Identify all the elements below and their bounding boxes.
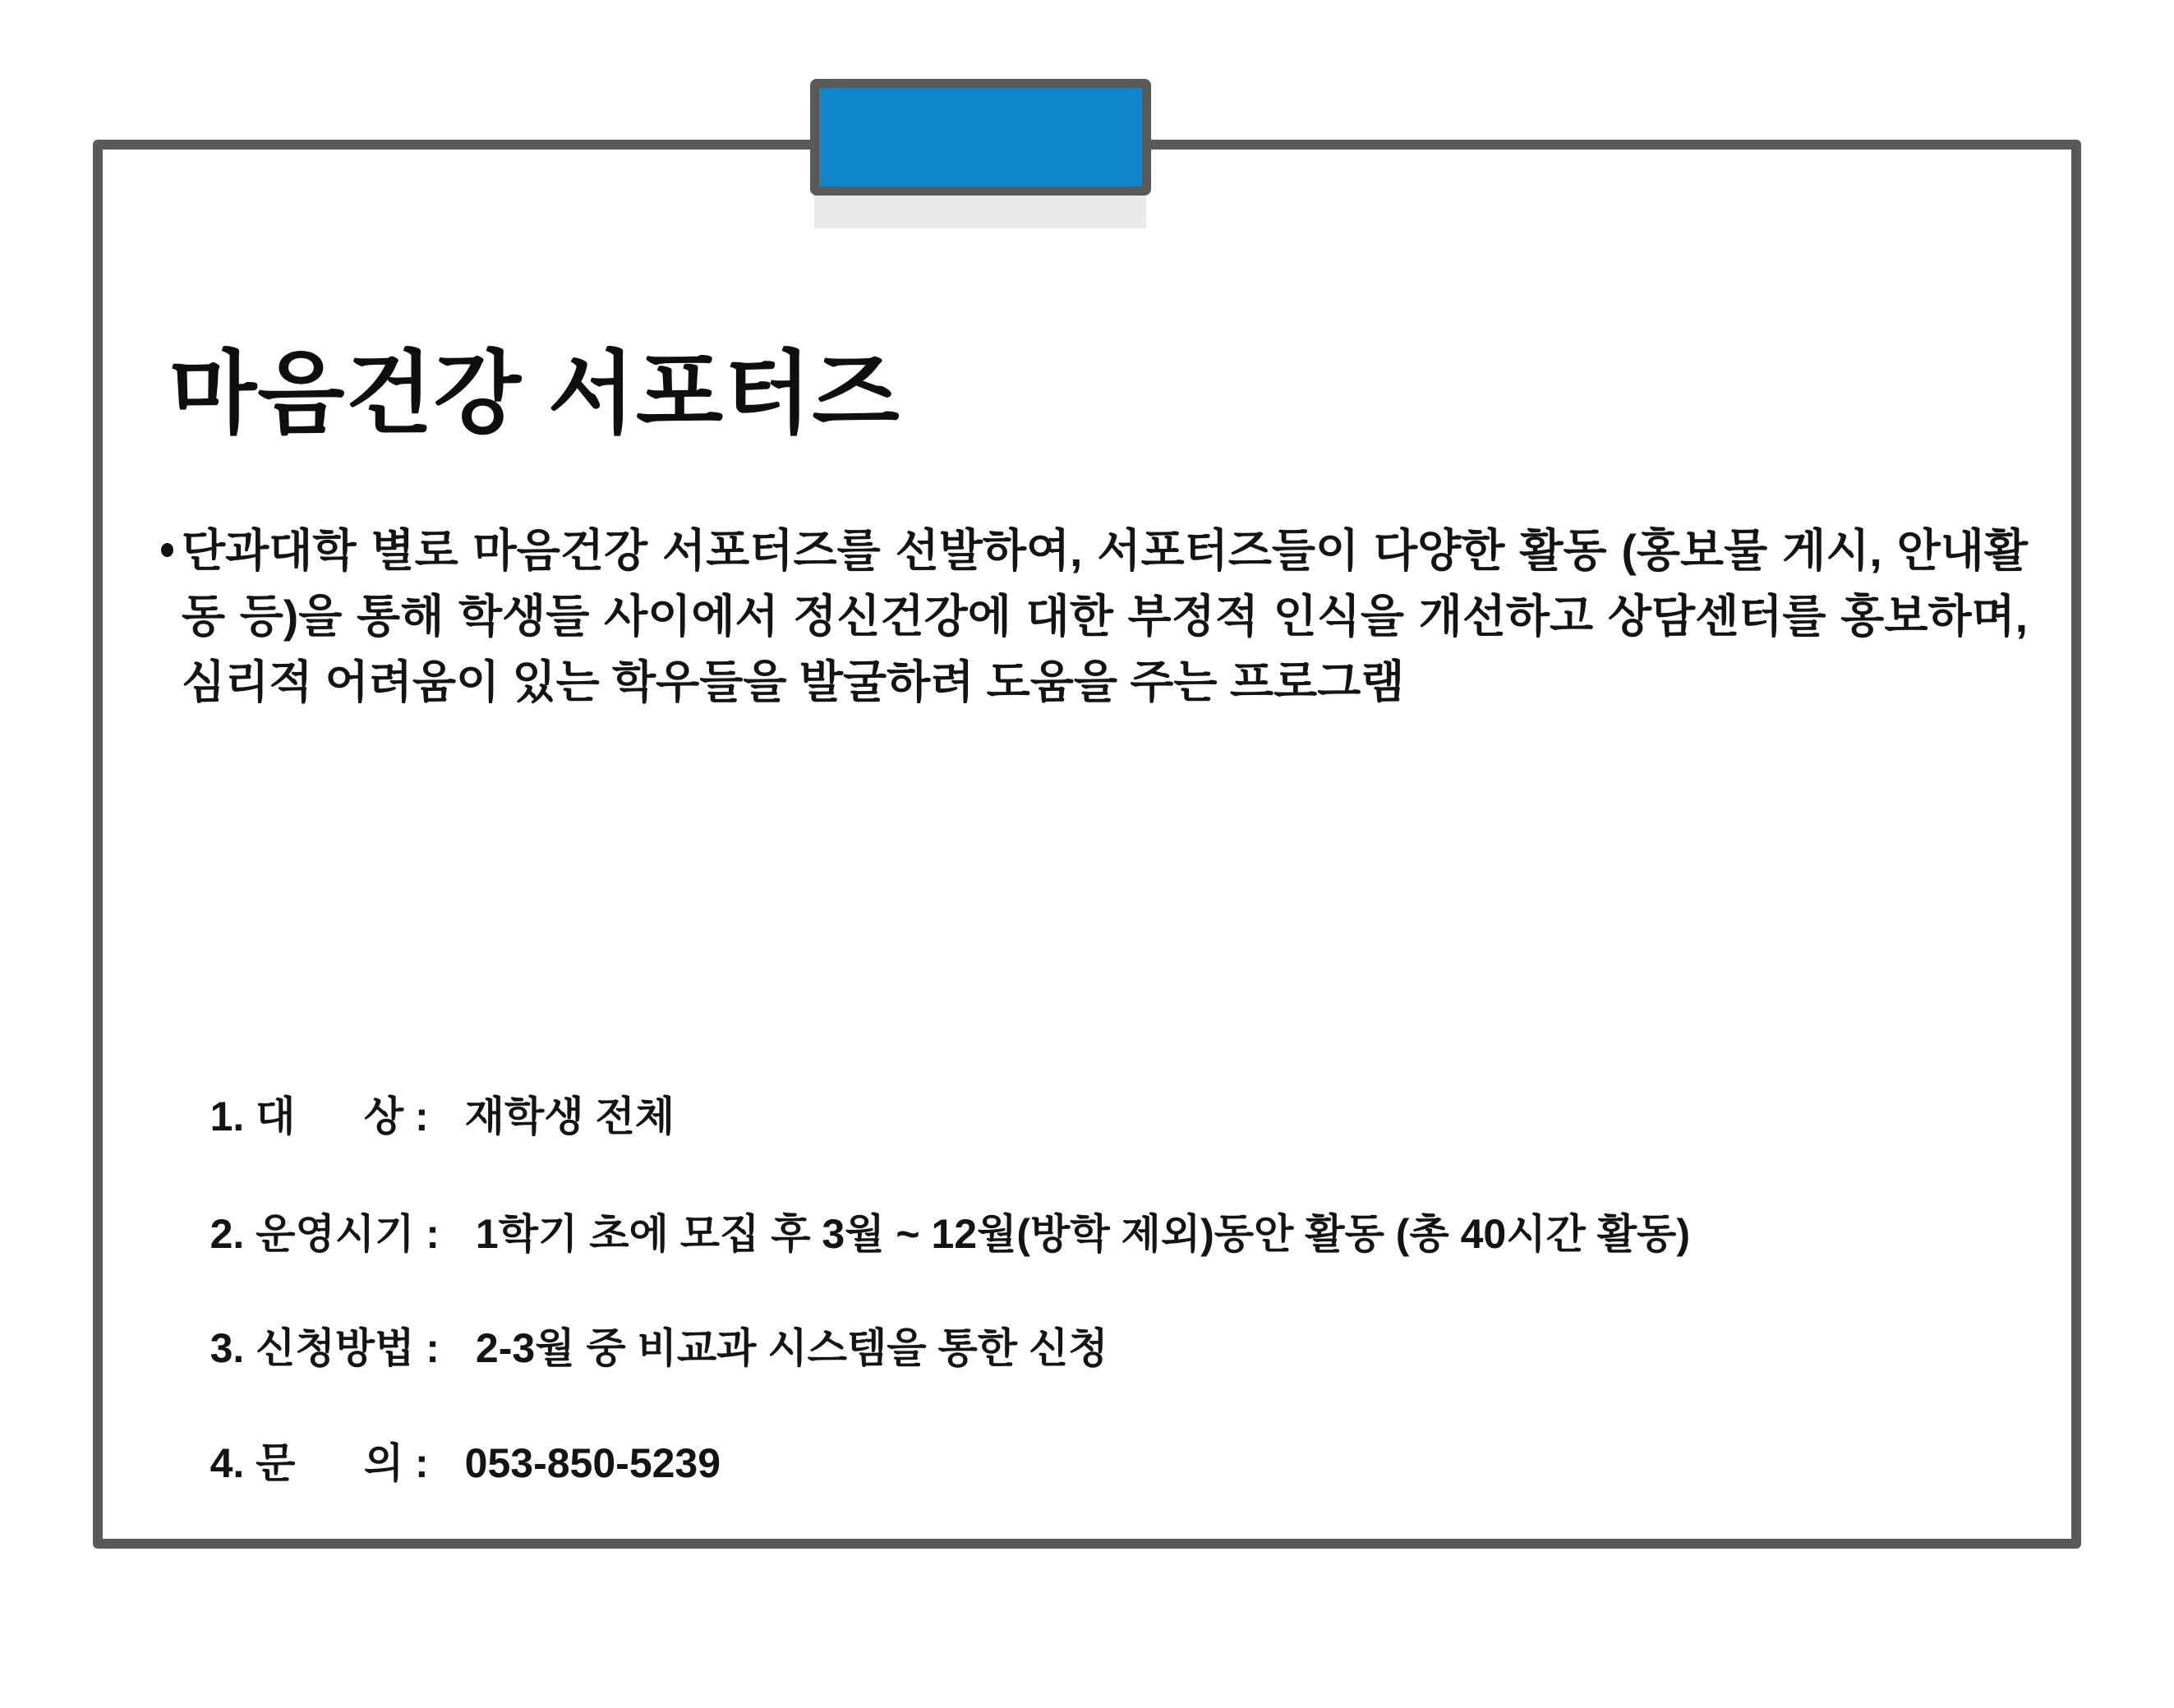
tab-shadow — [814, 192, 1146, 228]
detail-value: 1학기 초에 모집 후 3월 ~ 12월(방학 제외)동안 활동 (총 40시간 활동) — [475, 1211, 1690, 1257]
detail-item-contact — [164, 1387, 721, 1540]
detail-label: 1. 대 상 : — [210, 1093, 429, 1139]
detail-value: 재학생 전체 — [464, 1093, 675, 1139]
description-line: 심리적 어려움이 있는 학우들을 발굴하려 도움을 주는 프로그램 — [182, 656, 1405, 707]
program-description-text — [182, 518, 2028, 715]
description-line: 단과대학 별로 마음건강 서포터즈를 선발하여, 서포터즈들이 다양한 활동 (홍보물 게시, 안내활 — [182, 525, 2028, 576]
detail-label: 2. 운영시기 : — [210, 1211, 440, 1257]
description-line: 동 등)을 통해 학생들 사이에서 정신건강에 대한 부정적 인식을 개선하고 상담센터를 홍보하며, — [182, 591, 2028, 642]
top-tab — [810, 79, 1151, 196]
detail-label: 3. 신청방법 : — [210, 1325, 440, 1371]
detail-value: 053-850-5239 — [464, 1440, 721, 1486]
detail-label: 4. 문 의 : — [210, 1440, 429, 1486]
detail-value: 2-3월 중 비교과 시스템을 통한 신청 — [475, 1325, 1108, 1371]
program-description — [161, 518, 2028, 715]
bullet-icon — [161, 543, 173, 557]
page-title: 마음건강 서포터즈 — [169, 343, 900, 444]
